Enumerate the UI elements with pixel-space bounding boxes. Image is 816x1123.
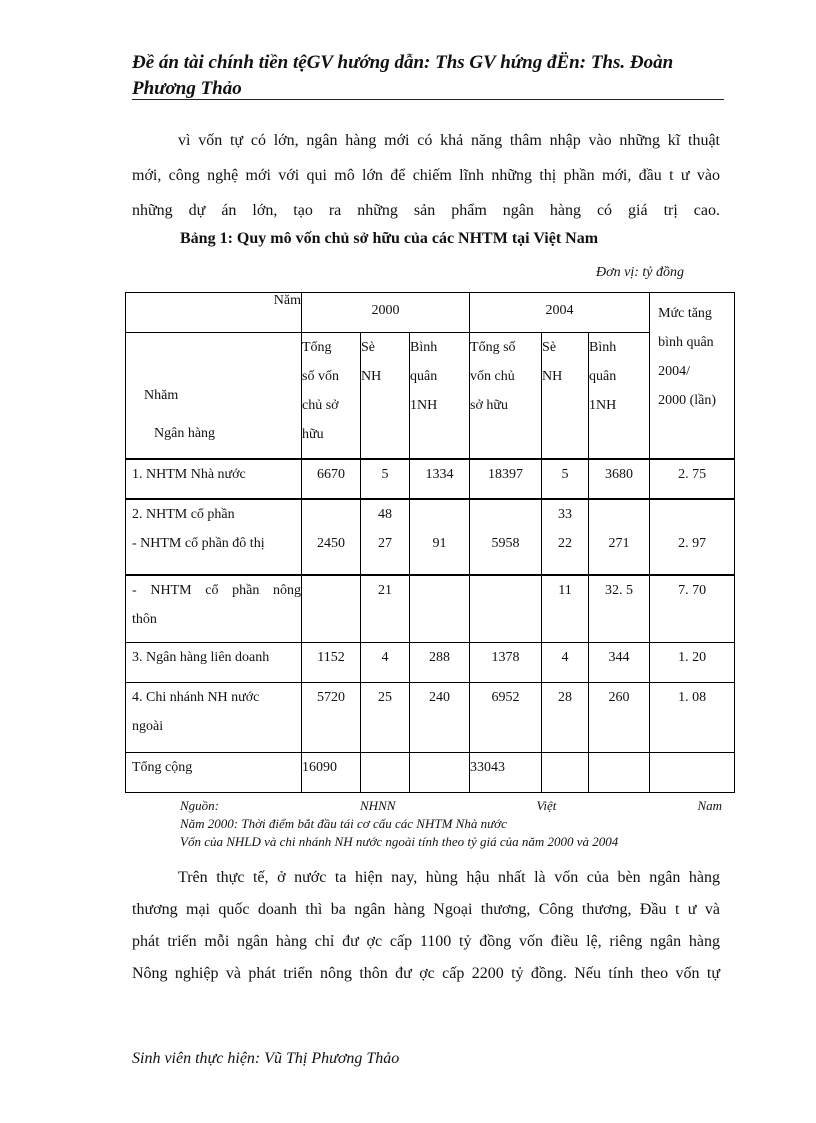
value-cell [542, 575, 589, 643]
growth-header-line: bình quân [658, 335, 714, 350]
cell-value: 16090 [302, 760, 337, 775]
header-line-2: Phương Thảo [132, 78, 242, 99]
cell-value [542, 753, 588, 782]
table-row [126, 753, 735, 793]
value-cell [361, 575, 410, 643]
page-footer: Sinh viên thực hiện: Vũ Thị Phương Thảo [132, 1050, 400, 1067]
value-cell [650, 575, 735, 643]
value-cell [410, 643, 470, 683]
cell-value: 5 [381, 466, 389, 482]
cell-value: 22 [558, 535, 573, 551]
row-label-cell [126, 753, 302, 793]
cell-value [470, 500, 541, 529]
value-cell [542, 643, 589, 683]
header-line: Sè [361, 340, 375, 355]
cell-value: 33043 [470, 760, 506, 775]
header-line: Tổng số [470, 340, 516, 355]
row-label: ngoài [132, 719, 164, 734]
text-line: vì vốn tự có lớn, ngân hàng mới có khả năng thâm nhập vào những kĩ thuật [178, 132, 720, 149]
cell-value [589, 500, 649, 529]
header-line: vốn chủ [470, 369, 515, 384]
table-sources [180, 797, 722, 851]
header-total-2004 [470, 333, 542, 459]
row-label: thôn [132, 611, 157, 627]
value-cell [361, 753, 410, 793]
cell-value: 1152 [317, 650, 345, 665]
intro-paragraph [132, 123, 720, 228]
source-label: Nguồn: [180, 798, 219, 813]
row-label: 1. NHTM Nhà nước [132, 466, 246, 482]
row-label: 2. NHTM cổ phần [132, 506, 235, 522]
growth-header-line: 2000 (lần) [658, 393, 716, 408]
cell-value [410, 576, 469, 605]
header-line: sở hữu [470, 398, 508, 413]
source-note-2: Vốn của NHLD và chi nhánh NH nước ngoài tính theo tỷ giá của năm 2000 và 2004 [180, 834, 619, 849]
header-line: quân [410, 369, 438, 384]
row-label-cell [126, 683, 302, 753]
source-line [180, 797, 722, 815]
row-label: - NHTM cổ phần đô thị [132, 535, 265, 551]
cell-value: 2450 [317, 535, 345, 551]
row-label: - NHTM cổ phần nông [132, 582, 301, 598]
value-cell [302, 575, 361, 643]
value-cell [470, 753, 542, 793]
row-label-cell [126, 575, 302, 643]
value-cell [650, 753, 735, 793]
cell-value: 11 [558, 582, 572, 598]
value-cell [470, 643, 542, 683]
table-row [126, 683, 735, 753]
header-year-2004: 2004 [470, 293, 650, 333]
header-avg-2004 [589, 333, 650, 459]
cell-value: 48 [378, 506, 392, 522]
header-total-2000 [302, 333, 361, 459]
text-line: thương mại quốc doanh thì ba ngân hàng Ngoại thương, Công thương, Đầu t ư và [132, 901, 720, 918]
value-cell [302, 459, 361, 499]
row-label-cell [126, 459, 302, 499]
cell-value: 33 [558, 506, 573, 522]
value-cell [470, 459, 542, 499]
cell-value: 344 [608, 650, 630, 665]
page-header [132, 50, 724, 102]
value-cell [470, 499, 542, 575]
header-line: 1NH [589, 398, 617, 413]
value-cell [361, 459, 410, 499]
table-body [126, 459, 735, 793]
header-line: 1NH [410, 398, 438, 413]
cell-value: 3680 [605, 466, 634, 482]
value-cell [410, 459, 470, 499]
table-title: Bảng 1: Quy mô vốn chủ sở hữu của các NHTM tại Việt Nam [180, 230, 599, 247]
cell-value: 1334 [425, 466, 454, 482]
header-avg-2000 [410, 333, 470, 459]
body-paragraph [132, 862, 720, 990]
value-cell [650, 459, 735, 499]
value-cell [302, 683, 361, 753]
source-country-1: Việt [536, 798, 557, 813]
value-cell [589, 575, 650, 643]
cell-value: 2. 97 [678, 535, 707, 551]
value-cell [410, 499, 470, 575]
row-label-cell [126, 499, 302, 575]
cell-value: 240 [429, 690, 451, 705]
value-cell [589, 643, 650, 683]
row-label: Tổng cộng [132, 760, 193, 775]
row-label: 3. Ngân hàng liên doanh [132, 650, 270, 665]
text-line: Trên thực tế, ở nước ta hiện nay, hùng hậu nhất là vốn của bèn ngân hàng [178, 869, 720, 886]
cell-value [302, 576, 360, 605]
cell-value: 25 [378, 690, 392, 705]
text-line: mới, công nghệ mới với qui mô lớn để chiếm lĩnh những thị phần mới, đầu t ư vào [132, 167, 720, 184]
capital-table [125, 292, 735, 793]
text-line: Nông nghiệp và phát triển nông thôn đư ợc cấp 2200 tỷ đồng. Nếu tính theo vốn tự [132, 965, 720, 982]
header-count-2000 [361, 333, 410, 459]
value-cell [650, 643, 735, 683]
cell-value: 28 [558, 690, 573, 705]
cell-value: 5958 [491, 535, 520, 551]
source-org: NHNN [360, 798, 396, 813]
table-row [126, 499, 735, 575]
cell-value: 27 [378, 535, 392, 551]
cell-value: 4 [381, 650, 389, 665]
cell-value: 2. 75 [678, 466, 707, 482]
value-cell [361, 643, 410, 683]
growth-header-line: Mức tăng [658, 306, 712, 321]
value-cell [542, 459, 589, 499]
value-cell [302, 643, 361, 683]
header-year-corner: Năm [126, 293, 302, 333]
cell-value: 7. 70 [678, 582, 707, 598]
value-cell [650, 499, 735, 575]
header-line: NH [542, 369, 563, 384]
table-unit: Đơn vị: tỷ đồng [596, 265, 684, 280]
text-line: phát triển mỗi ngân hàng chỉ đư ợc cấp 1100 tỷ đồng vốn điều lệ, riêng ngân hàng [132, 933, 720, 950]
row-label-cell [126, 643, 302, 683]
cell-value [470, 576, 541, 605]
header-line: Bình [410, 340, 438, 355]
cell-value: 5 [561, 466, 569, 482]
source-country-2: Nam [697, 798, 722, 813]
source-note-1: Năm 2000: Thời điểm bắt đầu tái cơ cấu các NHTM Nhà nước [180, 816, 507, 831]
header-bank-corner [126, 333, 302, 459]
cell-value: 5720 [317, 690, 345, 705]
text-line: những dự án lớn, tạo ra những sản phẩm ngân hàng có giá trị cao. [132, 202, 720, 219]
cell-value: 288 [429, 650, 451, 665]
cell-value: 6670 [317, 466, 345, 482]
header-divider [132, 99, 724, 100]
value-cell [589, 499, 650, 575]
row-label: 4. Chi nhánh NH nước [132, 690, 260, 705]
cell-value [410, 753, 469, 782]
value-cell [302, 499, 361, 575]
cell-value [650, 500, 734, 529]
cell-value: 91 [432, 535, 447, 551]
value-cell [302, 753, 361, 793]
cell-value [650, 753, 734, 782]
cell-value [361, 753, 409, 782]
cell-value: 6952 [491, 690, 520, 705]
cell-value: 1. 08 [678, 690, 707, 705]
table-row [126, 459, 735, 499]
corner-bank-label: Ngân hàng [154, 426, 216, 441]
value-cell [542, 683, 589, 753]
value-cell [410, 753, 470, 793]
header-line: Bình [589, 340, 617, 355]
value-cell [589, 683, 650, 753]
header-growth [650, 293, 735, 459]
header-line: quân [589, 369, 617, 384]
header-year-2000: 2000 [302, 293, 470, 333]
cell-value: 32. 5 [605, 582, 634, 598]
value-cell [361, 683, 410, 753]
header-line: hữu [302, 427, 324, 442]
cell-value: 260 [608, 690, 630, 705]
value-cell [410, 683, 470, 753]
value-cell [410, 575, 470, 643]
value-cell [470, 683, 542, 753]
value-cell [361, 499, 410, 575]
table-row [126, 575, 735, 643]
value-cell [542, 499, 589, 575]
value-cell [470, 575, 542, 643]
cell-value [410, 500, 469, 529]
cell-value [302, 500, 360, 529]
value-cell [542, 753, 589, 793]
header-line: Sè [542, 340, 557, 355]
table-row [126, 643, 735, 683]
corner-group-label: Nhăm [144, 388, 179, 403]
value-cell [589, 753, 650, 793]
cell-value: 1. 20 [678, 650, 707, 665]
growth-header-line: 2004/ [658, 364, 690, 379]
header-line: NH [361, 369, 382, 384]
cell-value: 4 [561, 650, 569, 665]
header-line: số vốn [302, 369, 339, 384]
cell-value: 18397 [488, 466, 524, 482]
cell-value [589, 753, 649, 782]
cell-value: 1378 [491, 650, 520, 665]
value-cell [589, 459, 650, 499]
header-line: Tổng [302, 340, 332, 355]
header-line: chủ sở [302, 398, 339, 413]
header-line-1: Đề án tài chính tiền tệGV hướng dẫn: Ths GV hứng đЁn: Ths. Đoàn [132, 52, 674, 73]
header-count-2004 [542, 333, 589, 459]
value-cell [650, 683, 735, 753]
cell-value: 21 [378, 582, 392, 598]
cell-value: 271 [608, 535, 630, 551]
